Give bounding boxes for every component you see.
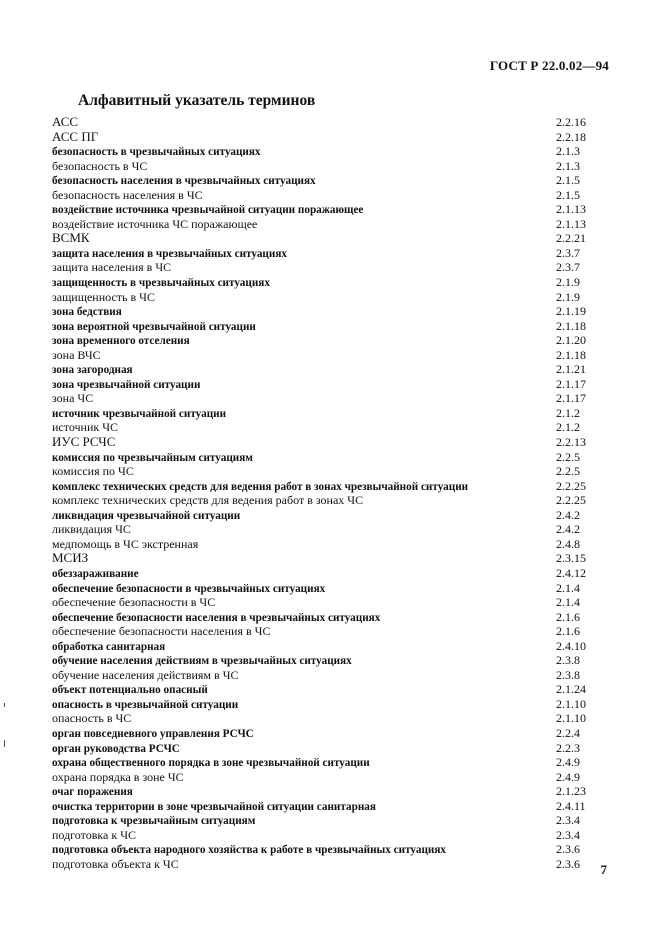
index-term: зона ВЧС xyxy=(52,347,101,362)
index-entry xyxy=(52,479,604,494)
index-term: очистка территории в зоне чрезвычайной ситуации санитарная xyxy=(52,800,376,813)
index-reference: 2.3.15 xyxy=(556,551,586,566)
index-entry xyxy=(52,246,604,261)
index-entry xyxy=(52,202,604,217)
index-reference: 2.2.5 xyxy=(556,464,580,479)
index-term: ликвидация чрезвычайной ситуации xyxy=(52,509,241,522)
index-entry xyxy=(52,682,604,697)
index-term: ИУС РСЧС xyxy=(52,435,116,450)
index-entry xyxy=(52,304,604,319)
index-term: комиссия по чрезвычайным ситуациям xyxy=(52,451,253,464)
index-term: защищенность в чрезвычайных ситуациях xyxy=(52,277,270,290)
index-entry xyxy=(52,610,604,625)
index-entry xyxy=(52,828,604,843)
index-reference: 2.1.23 xyxy=(556,784,586,799)
index-entry xyxy=(52,697,604,712)
index-reference: 2.2.13 xyxy=(556,435,586,450)
index-entry xyxy=(52,217,604,232)
index-term: зона загородная xyxy=(52,364,133,377)
index-entry xyxy=(52,741,604,756)
index-entry xyxy=(52,493,604,508)
index-reference: 2.4.10 xyxy=(556,638,586,653)
index-term: зона бедствия xyxy=(52,306,122,319)
index-reference: 2.4.2 xyxy=(556,507,580,522)
index-reference: 2.4.9 xyxy=(556,755,580,770)
standard-header: ГОСТ Р 22.0.02—94 xyxy=(489,58,609,73)
index-term: безопасность населения в ЧС xyxy=(52,187,203,202)
index-term: обеспечение безопасности населения в чрезвычайных ситуациях xyxy=(52,611,381,624)
index-reference: 2.1.13 xyxy=(556,202,586,217)
index-term: обучение населения действиям в чрезвычайных ситуациях xyxy=(52,655,352,668)
term-index-list xyxy=(52,115,604,871)
index-term: защита населения в чрезвычайных ситуациях xyxy=(52,247,287,260)
index-reference: 2.1.4 xyxy=(556,595,580,610)
index-reference: 2.4.11 xyxy=(556,798,586,813)
index-entry xyxy=(52,581,604,596)
index-entry xyxy=(52,275,604,290)
index-reference: 2.1.18 xyxy=(556,318,586,333)
index-term: АСС xyxy=(52,115,79,129)
index-term: АСС ПГ xyxy=(52,129,99,144)
index-reference: 2.4.12 xyxy=(556,565,586,580)
index-term: обеспечение безопасности в ЧС xyxy=(52,595,216,610)
index-entry xyxy=(52,464,604,479)
index-reference: 2.1.18 xyxy=(556,347,586,362)
index-reference: 2.1.17 xyxy=(556,376,586,391)
index-entry xyxy=(52,842,604,857)
index-entry xyxy=(52,231,604,246)
index-term: источник ЧС xyxy=(52,420,119,435)
index-term: охрана общественного порядка в зоне чрезвычайной ситуации xyxy=(52,757,370,770)
index-entry xyxy=(52,551,604,566)
index-reference: 2.1.3 xyxy=(556,158,580,173)
index-term: объект потенциально опасный xyxy=(52,684,208,697)
index-entry xyxy=(52,450,604,465)
index-entry xyxy=(52,420,604,435)
index-entry xyxy=(52,406,604,421)
margin-mark xyxy=(4,703,5,707)
index-term: обучение населения действиям в ЧС xyxy=(52,667,239,682)
page-number: 7 xyxy=(600,862,607,877)
index-reference: 2.1.10 xyxy=(556,696,586,711)
index-reference: 2.1.24 xyxy=(556,682,586,697)
index-reference: 2.2.3 xyxy=(556,740,580,755)
index-term: подготовка объекта к ЧС xyxy=(52,856,179,871)
index-reference: 2.2.4 xyxy=(556,725,580,740)
index-reference: 2.3.8 xyxy=(556,667,580,682)
index-entry xyxy=(52,799,604,814)
index-reference: 2.1.10 xyxy=(556,711,586,726)
index-entry xyxy=(52,624,604,639)
index-term: зона временного отселения xyxy=(52,335,190,348)
index-reference: 2.4.9 xyxy=(556,769,580,784)
index-reference: 2.1.3 xyxy=(556,144,580,159)
index-entry xyxy=(52,130,604,145)
index-entry xyxy=(52,813,604,828)
index-entry xyxy=(52,173,604,188)
index-reference: 2.4.8 xyxy=(556,536,580,551)
index-entry xyxy=(52,784,604,799)
index-term: подготовка к ЧС xyxy=(52,827,137,842)
index-reference: 2.1.13 xyxy=(556,216,586,231)
index-entry xyxy=(52,537,604,552)
index-entry xyxy=(52,435,604,450)
index-entry xyxy=(52,115,604,130)
index-term: комплекс технических средств для ведения работ в зонах чрезвычайной ситуации xyxy=(52,480,469,493)
index-entry xyxy=(52,595,604,610)
index-entry xyxy=(52,726,604,741)
index-term: ВСМК xyxy=(52,231,90,246)
index-term: зона вероятной чрезвычайной ситуации xyxy=(52,320,256,333)
index-reference: 2.1.5 xyxy=(556,173,580,188)
index-reference: 2.2.25 xyxy=(556,478,586,493)
index-reference: 2.1.21 xyxy=(556,362,586,377)
index-term: комплекс технических средств для ведения работ в зонах ЧС xyxy=(52,493,364,508)
index-term: опасность в чрезвычайной ситуации xyxy=(52,698,239,711)
index-entry xyxy=(52,857,604,872)
index-entry xyxy=(52,144,604,159)
index-entry xyxy=(52,290,604,305)
index-reference: 2.1.6 xyxy=(556,624,580,639)
index-reference: 2.3.4 xyxy=(556,827,580,842)
index-reference: 2.1.9 xyxy=(556,275,580,290)
index-term: безопасность населения в чрезвычайных ситуациях xyxy=(52,175,316,188)
index-reference: 2.1.20 xyxy=(556,333,586,348)
index-entry xyxy=(52,711,604,726)
index-entry xyxy=(52,755,604,770)
index-reference: 2.3.6 xyxy=(556,856,580,871)
index-entry xyxy=(52,653,604,668)
index-entry xyxy=(52,668,604,683)
index-term: орган повседневного управления РСЧС xyxy=(52,727,254,740)
index-term: орган руководства РСЧС xyxy=(52,742,180,755)
index-term: комиссия по ЧС xyxy=(52,464,134,479)
index-term: источник чрезвычайной ситуации xyxy=(52,407,227,420)
index-entry xyxy=(52,508,604,523)
index-reference: 2.4.2 xyxy=(556,522,580,537)
index-term: подготовка объекта народного хозяйства к работе в чрезвычайных ситуациях xyxy=(52,844,447,857)
index-term: опасность в ЧС xyxy=(52,711,132,726)
index-reference: 2.2.5 xyxy=(556,449,580,464)
margin-mark xyxy=(4,740,5,747)
index-entry xyxy=(52,188,604,203)
index-term: МСИЗ xyxy=(52,551,89,566)
index-term: зона ЧС xyxy=(52,391,94,406)
index-term: воздействие источника ЧС поражающее xyxy=(52,216,258,231)
index-reference: 2.2.16 xyxy=(556,115,586,129)
index-term: безопасность в ЧС xyxy=(52,158,148,173)
index-entry xyxy=(52,362,604,377)
index-reference: 2.2.18 xyxy=(556,129,586,144)
index-term: зона чрезвычайной ситуации xyxy=(52,378,201,391)
index-term: ликвидация ЧС xyxy=(52,522,131,537)
index-reference: 2.2.21 xyxy=(556,231,586,246)
index-term: очаг поражения xyxy=(52,786,133,799)
index-reference: 2.3.6 xyxy=(556,842,580,857)
index-reference: 2.3.8 xyxy=(556,653,580,668)
index-term: охрана порядка в зоне ЧС xyxy=(52,769,184,784)
index-entry xyxy=(52,377,604,392)
index-term: подготовка к чрезвычайным ситуациям xyxy=(52,815,256,828)
index-reference: 2.2.25 xyxy=(556,493,586,508)
index-term: обеспечение безопасности в чрезвычайных ситуациях xyxy=(52,582,326,595)
index-entry xyxy=(52,770,604,785)
index-term: воздействие источника чрезвычайной ситуации поражающее xyxy=(52,204,364,217)
index-reference: 2.1.19 xyxy=(556,304,586,319)
index-entry xyxy=(52,639,604,654)
index-reference: 2.1.2 xyxy=(556,405,580,420)
index-reference: 2.1.9 xyxy=(556,289,580,304)
index-reference: 2.1.4 xyxy=(556,580,580,595)
index-reference: 2.1.2 xyxy=(556,420,580,435)
index-reference: 2.1.5 xyxy=(556,187,580,202)
index-term: медпомощь в ЧС экстренная xyxy=(52,536,199,551)
index-entry xyxy=(52,260,604,275)
index-reference: 2.3.7 xyxy=(556,260,580,275)
index-term: обеззараживание xyxy=(52,567,139,580)
index-entry xyxy=(52,319,604,334)
index-title: Алфавитный указатель терминов xyxy=(78,92,316,109)
index-entry xyxy=(52,391,604,406)
index-term: защищенность в ЧС xyxy=(52,289,155,304)
index-reference: 2.3.7 xyxy=(556,245,580,260)
index-entry xyxy=(52,333,604,348)
index-term: защита населения в ЧС xyxy=(52,260,172,275)
index-entry xyxy=(52,522,604,537)
index-entry xyxy=(52,566,604,581)
index-entry xyxy=(52,159,604,174)
index-term: безопасность в чрезвычайных ситуациях xyxy=(52,146,261,159)
index-term: обработка санитарная xyxy=(52,640,166,653)
index-reference: 2.3.4 xyxy=(556,813,580,828)
index-reference: 2.1.17 xyxy=(556,391,586,406)
index-entry xyxy=(52,348,604,363)
index-term: обеспечение безопасности населения в ЧС xyxy=(52,624,271,639)
index-reference: 2.1.6 xyxy=(556,609,580,624)
